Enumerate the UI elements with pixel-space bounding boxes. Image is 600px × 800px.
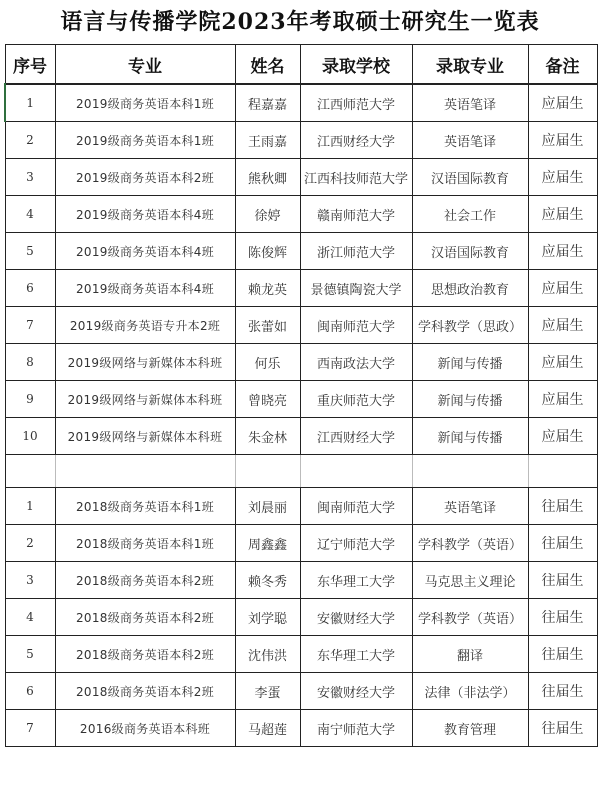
cell-note: 应届生 xyxy=(528,196,597,233)
cell-admitted-major: 马克思主义理论 xyxy=(412,562,528,599)
cell-name: 何乐 xyxy=(235,344,300,381)
table-row xyxy=(5,270,597,307)
cell-note: 往届生 xyxy=(528,710,597,747)
table-row xyxy=(5,636,597,673)
cell-note: 应届生 xyxy=(528,270,597,307)
cell-major: 2018级商务英语本科2班 xyxy=(55,599,235,636)
cell-school: 西南政法大学 xyxy=(300,344,412,381)
cell-school: 安徽财经大学 xyxy=(300,673,412,710)
cell-school: 重庆师范大学 xyxy=(300,381,412,418)
cell-name: 熊秋卿 xyxy=(235,159,300,196)
cell-school: 江西财经大学 xyxy=(300,418,412,455)
table-row xyxy=(5,122,597,159)
cell-admitted-major: 法律（非法学） xyxy=(412,673,528,710)
cell-major: 2019级网络与新媒体本科班 xyxy=(55,344,235,381)
cell-major: 2019级网络与新媒体本科班 xyxy=(55,418,235,455)
cell-note: 应届生 xyxy=(528,122,597,159)
cell-name: 周鑫鑫 xyxy=(235,525,300,562)
cell-admitted-major: 学科教学（思政） xyxy=(412,307,528,344)
cell-admitted-major: 汉语国际教育 xyxy=(412,159,528,196)
cell-note: 往届生 xyxy=(528,636,597,673)
cell-school: 闽南师范大学 xyxy=(300,488,412,525)
table-row xyxy=(5,159,597,196)
cell-major: 2018级商务英语本科1班 xyxy=(55,488,235,525)
cell-seq: 10 xyxy=(5,418,55,455)
cell-seq: 2 xyxy=(5,525,55,562)
admissions-table xyxy=(4,44,598,747)
cell-major: 2019级商务英语本科1班 xyxy=(55,84,235,122)
cell-name: 张蕾如 xyxy=(235,307,300,344)
cell-seq: 7 xyxy=(5,307,55,344)
cell-admitted-major: 汉语国际教育 xyxy=(412,233,528,270)
cell-name: 李蛋 xyxy=(235,673,300,710)
table-row xyxy=(5,307,597,344)
table-header-row xyxy=(5,45,597,85)
cell-note: 应届生 xyxy=(528,84,597,122)
cell-admitted-major: 思想政治教育 xyxy=(412,270,528,307)
cell-note: 往届生 xyxy=(528,488,597,525)
cell-admitted-major: 学科教学（英语） xyxy=(412,599,528,636)
cell-school: 浙江师范大学 xyxy=(300,233,412,270)
cell-school: 江西财经大学 xyxy=(300,122,412,159)
cell-seq: 3 xyxy=(5,159,55,196)
cell-note: 往届生 xyxy=(528,599,597,636)
empty-cell xyxy=(5,455,55,488)
cell-admitted-major: 新闻与传播 xyxy=(412,418,528,455)
cell-name: 马超莲 xyxy=(235,710,300,747)
table-row xyxy=(5,488,597,525)
cell-school: 安徽财经大学 xyxy=(300,599,412,636)
cell-note: 应届生 xyxy=(528,307,597,344)
cell-seq: 5 xyxy=(5,636,55,673)
cell-seq: 7 xyxy=(5,710,55,747)
cell-admitted-major: 教育管理 xyxy=(412,710,528,747)
cell-note: 应届生 xyxy=(528,381,597,418)
table-row xyxy=(5,344,597,381)
cell-major: 2018级商务英语本科2班 xyxy=(55,636,235,673)
table-row xyxy=(5,673,597,710)
cell-seq: 2 xyxy=(5,122,55,159)
cell-school: 赣南师范大学 xyxy=(300,196,412,233)
cell-name: 赖冬秀 xyxy=(235,562,300,599)
table-row xyxy=(5,233,597,270)
empty-cell xyxy=(412,455,528,488)
cell-admitted-major: 新闻与传播 xyxy=(412,344,528,381)
cell-name: 朱金林 xyxy=(235,418,300,455)
cell-major: 2018级商务英语本科2班 xyxy=(55,562,235,599)
header-school: 录取学校 xyxy=(300,45,412,85)
cell-note: 应届生 xyxy=(528,233,597,270)
cell-seq: 4 xyxy=(5,196,55,233)
cell-name: 陈俊辉 xyxy=(235,233,300,270)
cell-note: 应届生 xyxy=(528,344,597,381)
cell-major: 2019级商务英语本科1班 xyxy=(55,122,235,159)
table-row xyxy=(5,381,597,418)
cell-note: 往届生 xyxy=(528,525,597,562)
cell-school: 南宁师范大学 xyxy=(300,710,412,747)
cell-major: 2018级商务英语本科1班 xyxy=(55,525,235,562)
cell-admitted-major: 英语笔译 xyxy=(412,84,528,122)
cell-school: 江西科技师范大学 xyxy=(300,159,412,196)
cell-seq: 6 xyxy=(5,270,55,307)
cell-name: 刘学聪 xyxy=(235,599,300,636)
cell-admitted-major: 学科教学（英语） xyxy=(412,525,528,562)
cell-school: 东华理工大学 xyxy=(300,562,412,599)
empty-cell xyxy=(528,455,597,488)
cell-major: 2018级商务英语本科2班 xyxy=(55,673,235,710)
cell-seq: 4 xyxy=(5,599,55,636)
cell-major: 2019级商务英语本科4班 xyxy=(55,196,235,233)
cell-note: 应届生 xyxy=(528,159,597,196)
cell-note: 应届生 xyxy=(528,418,597,455)
cell-seq: 8 xyxy=(5,344,55,381)
cell-major: 2019级网络与新媒体本科班 xyxy=(55,381,235,418)
empty-cell xyxy=(55,455,235,488)
table-row xyxy=(5,196,597,233)
cell-school: 闽南师范大学 xyxy=(300,307,412,344)
cell-admitted-major: 新闻与传播 xyxy=(412,381,528,418)
cell-school: 辽宁师范大学 xyxy=(300,525,412,562)
cell-admitted-major: 社会工作 xyxy=(412,196,528,233)
header-name: 姓名 xyxy=(235,45,300,85)
empty-cell xyxy=(300,455,412,488)
cell-name: 沈伟洪 xyxy=(235,636,300,673)
cell-major: 2019级商务英语本科4班 xyxy=(55,233,235,270)
cell-seq: 1 xyxy=(5,488,55,525)
cell-seq: 1 xyxy=(5,84,55,122)
table-row xyxy=(5,84,597,122)
cell-name: 赖龙英 xyxy=(235,270,300,307)
cell-school: 景德镇陶瓷大学 xyxy=(300,270,412,307)
cell-admitted-major: 英语笔译 xyxy=(412,488,528,525)
empty-cell xyxy=(235,455,300,488)
cell-name: 徐婷 xyxy=(235,196,300,233)
cell-major: 2019级商务英语专升本2班 xyxy=(55,307,235,344)
cell-admitted-major: 翻译 xyxy=(412,636,528,673)
header-note: 备注 xyxy=(528,45,597,85)
cell-note: 往届生 xyxy=(528,673,597,710)
cell-seq: 6 xyxy=(5,673,55,710)
cell-name: 王雨嘉 xyxy=(235,122,300,159)
cell-name: 曾晓亮 xyxy=(235,381,300,418)
cell-note: 往届生 xyxy=(528,562,597,599)
cell-seq: 3 xyxy=(5,562,55,599)
cell-admitted-major: 英语笔译 xyxy=(412,122,528,159)
table-row xyxy=(5,562,597,599)
cell-seq: 9 xyxy=(5,381,55,418)
header-major: 专业 xyxy=(55,45,235,85)
cell-major: 2016级商务英语本科班 xyxy=(55,710,235,747)
header-seq: 序号 xyxy=(5,45,55,85)
table-row xyxy=(5,599,597,636)
cell-name: 刘晨丽 xyxy=(235,488,300,525)
cell-major: 2019级商务英语本科4班 xyxy=(55,270,235,307)
cell-major: 2019级商务英语本科2班 xyxy=(55,159,235,196)
page-title: 语言与传播学院2023年考取硕士研究生一览表 xyxy=(60,9,540,35)
table-row xyxy=(5,418,597,455)
cell-seq: 5 xyxy=(5,233,55,270)
cell-name: 程嘉嘉 xyxy=(235,84,300,122)
cell-school: 江西师范大学 xyxy=(300,84,412,122)
separator-row xyxy=(5,455,597,488)
table-row xyxy=(5,525,597,562)
table-row xyxy=(5,710,597,747)
header-admitted-major: 录取专业 xyxy=(412,45,528,85)
cell-school: 东华理工大学 xyxy=(300,636,412,673)
